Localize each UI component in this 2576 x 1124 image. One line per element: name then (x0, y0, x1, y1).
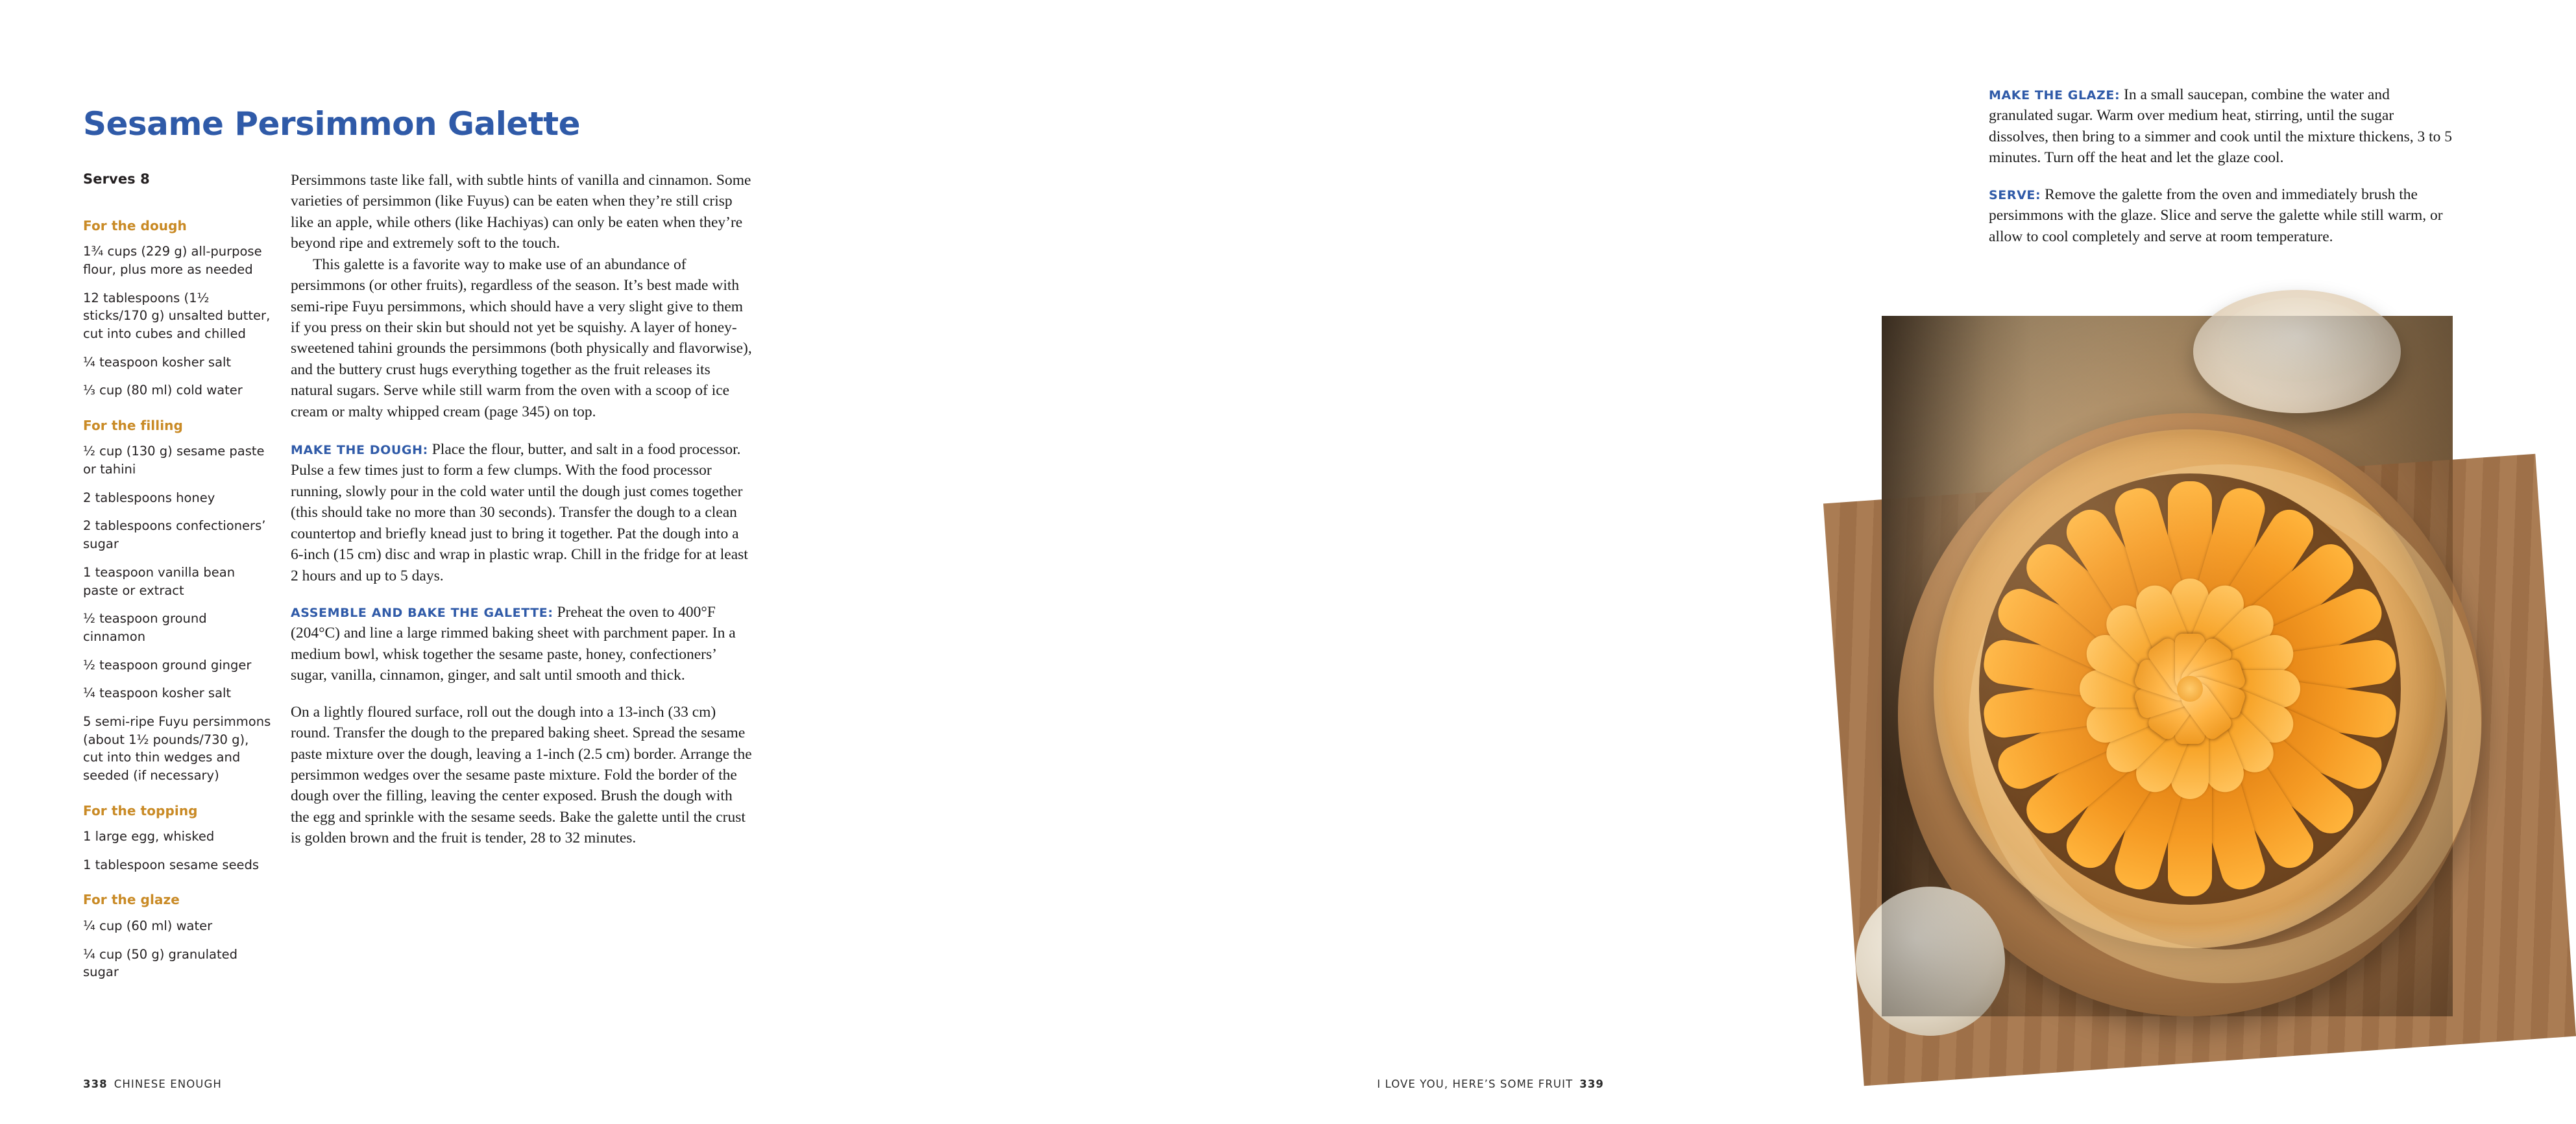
step-label: ASSEMBLE AND BAKE THE GALETTE: (291, 606, 553, 621)
ingredient-item: 5 semi-ripe Fuyu persimmons (about 1½ pounds/730 g), cut into thin wedges and seeded (if necessary) (83, 713, 271, 783)
step-label: MAKE THE DOUGH: (291, 443, 428, 458)
step-label: MAKE THE GLAZE: (1989, 88, 2120, 102)
ingredient-item: 2 tablespoons confectioners’ sugar (83, 518, 266, 552)
ingredient-item: 12 tablespoons (1½ sticks/170 g) unsalted butter, cut into cubes and chilled (83, 290, 271, 341)
ingredient-group-heading: For the glaze (83, 892, 180, 908)
step-assemble-and-bake (291, 602, 753, 686)
step-roll-out-dough: On a lightly floured surface, roll out the dough into a 13-inch (33 cm) round. Transfer the dough to the prepared baking sheet. Spread the sesame paste mixture over the dough, leaving a 1-inch (2.5 cm) border. Arrange the persimmon wedges over the sesame paste mixture. Fold the border of the dough over the filling, leaving the center exposed. Brush the dough with the egg and sprinkle with the sesame seeds. Bake the galette until the crust is golden brown and the fruit is tender, 28 to 32 minutes. (291, 703, 752, 847)
left-page (0, 0, 844, 1124)
recipe-photo (1882, 316, 2453, 1016)
ingredients-column (83, 170, 271, 992)
step-make-the-dough (291, 439, 753, 586)
step-serve (1989, 184, 2453, 247)
ingredient-item: 2 tablespoons honey (83, 490, 215, 505)
page-title: Sesame Persimmon Galette (83, 104, 581, 143)
headnote-paragraph-2: This galette is a favorite way to make use of an abundance of persimmons (or other fruits), regardless of the season. It’s best made with semi-ripe Fuyu persimmons, which should have a very slight give to them if you press on their skin but should not yet be squishy. A layer of honey-sweetened tahini grounds the persimmons (both physically and flavorwise), and the buttery crust hugs everything together as the fruit releases its natural sugars. Serve while still warm from the oven with a scoop of ice cream or malty whipped cream (page 345) on top. (291, 256, 752, 420)
page-number: 339 (1579, 1078, 1604, 1090)
persimmon-center (2177, 676, 2203, 702)
right-page (844, 0, 2453, 1124)
step-text: Preheat the oven to 400°F (204°C) and line a large rimmed baking sheet with parchment paper. In a medium bowl, whisk together the sesame paste, honey, confectioners’ sugar, vanilla, cinnamon, ginger, and salt until smooth and thick. (291, 604, 736, 684)
ingredient-item: ½ teaspoon ground cinnamon (83, 611, 207, 644)
ingredient-item: 1 tablespoon sesame seeds (83, 857, 260, 872)
body-column (291, 170, 753, 849)
ingredient-item: 1¾ cups (229 g) all-purpose flour, plus more as needed (83, 244, 262, 277)
cream-bowl-interior (2219, 298, 2375, 382)
ingredient-item: 1 teaspoon vanilla bean paste or extract (83, 564, 236, 598)
ingredient-item: ¼ teaspoon kosher salt (83, 354, 232, 370)
background-squash (1856, 887, 2005, 1036)
ingredient-item: ¼ cup (50 g) granulated sugar (83, 946, 238, 980)
running-head: CHINESE ENOUGH (114, 1078, 222, 1090)
ingredient-item: 1 large egg, whisked (83, 829, 215, 844)
headnote-paragraph-1: Persimmons taste like fall, with subtle hints of vanilla and cinnamon. Some varieties of persimmon (like Fuyus) can be eaten when they’re still crisp like an apple, while others (like Hachiyas) can only be eaten when they’re beyond ripe and extremely soft to the touch. (291, 172, 751, 252)
running-head: I LOVE YOU, HERE’S SOME FRUIT (1377, 1078, 1574, 1090)
page-number: 338 (83, 1078, 108, 1090)
step-label: SERVE: (1989, 187, 2041, 202)
ingredient-group-heading: For the topping (83, 802, 198, 819)
step-text: In a small saucepan, combine the water and granulated sugar. Warm over medium heat, stirring, until the sugar dissolves, then bring to a simmer and cook until the mixture thickens, 3 to 5 minutes. Turn off the heat and let the glaze cool. (1989, 86, 2453, 167)
right-page-footer (1370, 1078, 1604, 1090)
serves-label: Serves 8 (83, 171, 150, 187)
right-text-column (1989, 84, 2453, 247)
ingredient-item: ½ cup (130 g) sesame paste or tahini (83, 444, 265, 477)
ingredient-group-heading: For the filling (83, 418, 183, 434)
ingredient-item: ⅓ cup (80 ml) cold water (83, 383, 243, 398)
ingredient-group-heading: For the dough (83, 217, 187, 233)
step-text: Place the flour, butter, and salt in a food processor. Pulse a few times just to form a few clumps. With the food processor running, slowly pour in the cold water until the dough just comes together (this should take no more than 30 seconds). Transfer the dough to a clean countertop and briefly knead just to bring it together. Pat the dough into a 6-inch (15 cm) disc and wrap in plastic wrap. Chill in the fridge for at least 2 hours and up to 5 days. (291, 441, 748, 584)
ingredient-item: ¼ cup (60 ml) water (83, 918, 213, 933)
ingredient-item: ¼ teaspoon kosher salt (83, 686, 232, 701)
step-text: Remove the galette from the oven and immediately brush the persimmons with the glaze. Slice and serve the galette while still warm, or allow to cool completely and serve at room temperature. (1989, 185, 2443, 245)
ingredient-item: ½ teaspoon ground ginger (83, 657, 252, 673)
left-page-footer (83, 1078, 228, 1090)
step-make-the-glaze (1989, 84, 2453, 169)
